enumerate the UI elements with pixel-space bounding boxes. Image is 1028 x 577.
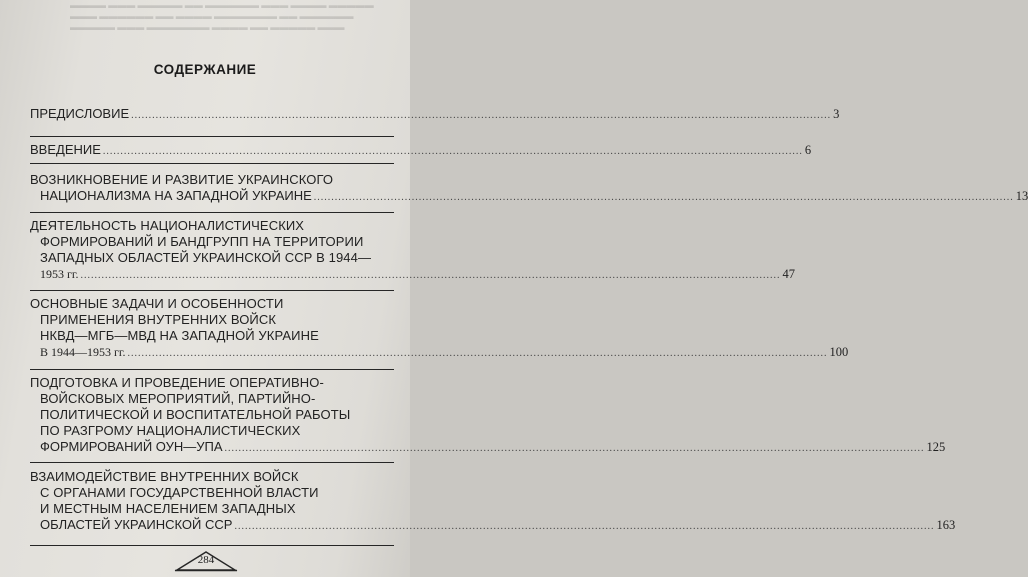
toc-entry-line: ПОДГОТОВКА И ПРОВЕДЕНИЕ ОПЕРАТИВНО-	[30, 375, 324, 390]
section-divider	[30, 163, 394, 164]
toc-entry	[30, 172, 1028, 206]
toc-entry-line: НКВД—МГБ—МВД НА ЗАПАДНОЙ УКРАИНЕ	[40, 328, 319, 343]
toc-entry-page: 100	[829, 345, 849, 359]
toc-entry-final-line	[30, 106, 840, 124]
toc-entry-final-line	[30, 266, 795, 284]
leader-dots: ........................................................................................................................................................................................................	[313, 192, 1014, 203]
toc-entry-final-line	[30, 188, 1028, 206]
section-divider	[30, 545, 394, 546]
toc-entry-page: 163	[936, 518, 956, 532]
toc-entry-page: 125	[926, 440, 946, 454]
toc-entry-title: В 1944—1953 гг.	[40, 345, 126, 359]
leader-dots: ........................................................................................................................................................................................................	[80, 270, 781, 281]
toc-entry-line: ЗАПАДНЫХ ОБЛАСТЕЙ УКРАИНСКОЙ ССР В 1944—	[40, 250, 372, 265]
page-number: 284	[197, 554, 215, 566]
toc-entry-title: ВВЕДЕНИЕ	[30, 142, 101, 157]
leader-dots: ........................................................................................................................................................................................................	[131, 110, 832, 121]
toc-entry	[30, 469, 956, 535]
toc-entry-final-line	[30, 517, 956, 535]
section-divider	[30, 369, 394, 370]
page-title: СОДЕРЖАНИЕ	[153, 62, 257, 77]
toc-entry-line: ВЗАИМОДЕЙСТВИЕ ВНУТРЕННИХ ВОЙСК	[30, 469, 299, 484]
toc-entry-final-line	[30, 439, 946, 457]
toc-entry	[30, 142, 812, 160]
leader-dots: ........................................................................................................................................................................................................	[102, 146, 803, 157]
toc-entry-line: ОСНОВНЫЕ ЗАДАЧИ И ОСОБЕННОСТИ	[30, 296, 284, 311]
page-number-badge	[175, 550, 237, 572]
toc-entry-final-line	[30, 344, 849, 362]
toc-entry-line: ПОЛИТИЧЕСКОЙ И ВОСПИТАТЕЛЬНОЙ РАБОТЫ	[40, 407, 351, 422]
section-divider	[30, 462, 394, 463]
toc-entry-page: 47	[782, 267, 795, 281]
toc-entry-line: ВОЗНИКНОВЕНИЕ И РАЗВИТИЕ УКРАИНСКОГО	[30, 172, 334, 187]
section-divider	[30, 136, 394, 137]
section-divider	[30, 212, 394, 213]
toc-entry-line: ВОЙСКОВЫХ МЕРОПРИЯТИЙ, ПАРТИЙНО-	[40, 391, 316, 406]
toc-entry-line: ПО РАЗГРОМУ НАЦИОНАЛИСТИЧЕСКИХ	[40, 423, 301, 438]
leader-dots: ........................................................................................................................................................................................................	[224, 443, 925, 454]
toc-entry-page: 3	[833, 107, 840, 121]
toc-entry	[30, 106, 840, 124]
toc-entry-final-line	[30, 142, 812, 160]
leader-dots: ........................................................................................................................................................................................................	[234, 521, 935, 532]
toc-entry-line: И МЕСТНЫМ НАСЕЛЕНИЕМ ЗАПАДНЫХ	[40, 501, 296, 516]
toc-entry-title: ПРЕДИСЛОВИЕ	[30, 106, 130, 121]
toc-entry	[30, 375, 946, 457]
bleed-through-text: ▬▬▬▬ ▬▬▬ ▬▬▬▬▬ ▬▬ ▬▬▬▬▬▬ ▬▬▬ ▬▬▬▬ ▬▬▬▬▬ ▬▬▬ ▬▬▬▬▬▬ ▬▬ ▬▬▬▬ ▬▬▬▬▬▬▬ ▬▬ ▬▬▬▬▬▬ ▬▬▬▬▬ ▬▬▬ ▬▬▬▬▬▬▬ ▬▬▬▬ ▬▬ ▬▬▬▬▬ ▬▬▬	[70, 0, 374, 32]
toc-entry-line: ФОРМИРОВАНИЙ И БАНДГРУПП НА ТЕРРИТОРИИ	[40, 234, 364, 249]
toc-entry-title: НАЦИОНАЛИЗМА НА ЗАПАДНОЙ УКРАИНЕ	[40, 188, 312, 203]
toc-entry	[30, 296, 849, 362]
toc-entry-page: 13	[1015, 189, 1028, 203]
toc-entry-line: ПРИМЕНЕНИЯ ВНУТРЕННИХ ВОЙСК	[40, 312, 277, 327]
toc-entry-title: 1953 гг.	[40, 267, 79, 281]
toc-entry-page: 6	[804, 143, 812, 157]
toc-entry-title: ФОРМИРОВАНИЙ ОУН—УПА	[40, 439, 223, 454]
toc-entry-title: ОБЛАСТЕЙ УКРАИНСКОЙ ССР	[40, 517, 233, 532]
section-divider	[30, 290, 394, 291]
toc-entry	[30, 218, 795, 284]
leader-dots: ........................................................................................................................................................................................................	[127, 348, 828, 359]
toc-entry-line: С ОРГАНАМИ ГОСУДАРСТВЕННОЙ ВЛАСТИ	[40, 485, 319, 500]
toc-entry-line: ДЕЯТЕЛЬНОСТЬ НАЦИОНАЛИСТИЧЕСКИХ	[30, 218, 305, 233]
